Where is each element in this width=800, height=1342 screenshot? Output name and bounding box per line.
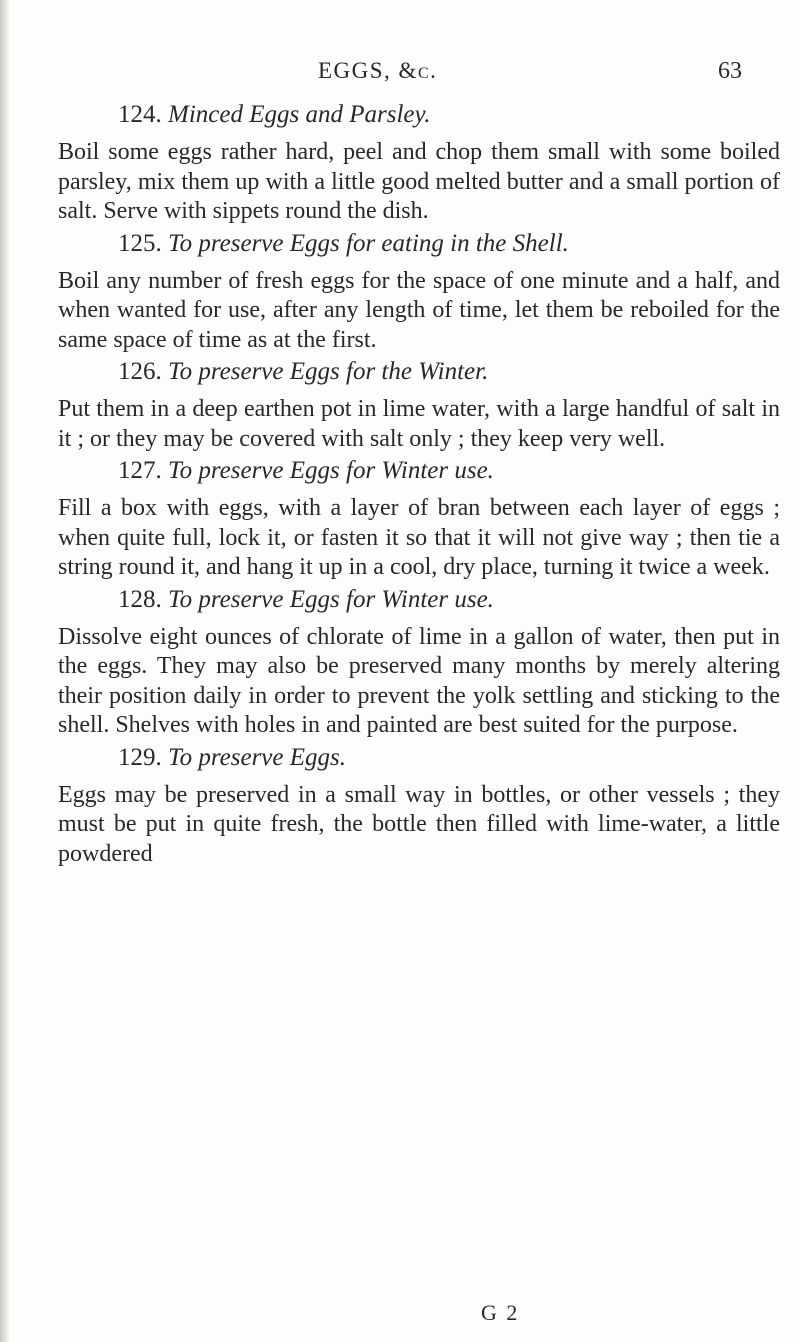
recipe-title: To preserve Eggs for the Winter.	[168, 358, 489, 385]
recipe-number: 128.	[118, 585, 162, 613]
recipe-number: 126.	[118, 358, 162, 385]
recipe-list	[58, 98, 780, 869]
recipe-number: 125.	[118, 229, 162, 257]
page-binding-shadow	[0, 0, 10, 1342]
recipe-heading	[58, 227, 780, 261]
recipe-129	[58, 741, 780, 870]
recipe-title: To preserve Eggs for Winter use.	[168, 585, 494, 613]
recipe-number: 127.	[118, 457, 162, 484]
recipe-text: Boil some eggs rather hard, peel and chop them small with some boiled parsley, mix them up with a little good melted butter and a small portion of salt. Serve with sippets round the dish.	[58, 139, 780, 224]
recipe-124	[58, 98, 780, 227]
recipe-126	[58, 355, 780, 454]
recipe-text: Eggs may be preserved in a small way in bottles, or other vessels ; they must be put in quite fresh, the bottle then filled with lime-water, a little powdered	[58, 781, 780, 867]
recipe-text: Put them in a deep earthen pot in lime water, with a large handful of salt in it ; or they may be covered with salt only ; they keep very well.	[58, 396, 780, 452]
recipe-text: Dissolve eight ounces of chlorate of lime in a gallon of water, then put in the eggs. They may also be preserved many months by merely altering their position daily in order to prevent the yolk settling and sticking to the shell. Shelves with holes in and painted are best suited for the purpose.	[58, 623, 780, 738]
recipe-heading	[58, 454, 780, 488]
recipe-number: 129.	[118, 743, 162, 771]
recipe-heading	[58, 583, 780, 617]
recipe-128	[58, 583, 780, 741]
recipe-title: Minced Eggs and Parsley.	[168, 101, 431, 128]
recipe-number: 124.	[118, 101, 162, 128]
recipe-127	[58, 454, 780, 583]
recipe-125	[58, 227, 780, 356]
recipe-heading	[58, 355, 780, 389]
recipe-title: To preserve Eggs for eating in the Shell.	[168, 229, 569, 257]
recipe-title: To preserve Eggs for Winter use.	[168, 457, 494, 484]
page-number: 63	[718, 58, 742, 84]
recipe-heading	[58, 98, 780, 132]
signature-mark: G 2	[481, 1300, 520, 1325]
recipe-text: Fill a box with eggs, with a layer of bran between each layer of eggs ; when quite full, lock it, or fasten it so that it will not give way ; then tie a string round it, and hang it up in a cool, dry place, turning it twice a week.	[58, 495, 780, 580]
recipe-title: To preserve Eggs.	[168, 743, 347, 771]
running-head: EGGS, &c.	[318, 58, 438, 83]
recipe-heading	[58, 741, 780, 775]
recipe-text: Boil any number of fresh eggs for the space of one minute and a half, and when wanted for use, after any length of time, let them be reboiled for the same space of time as at the first.	[58, 267, 780, 353]
